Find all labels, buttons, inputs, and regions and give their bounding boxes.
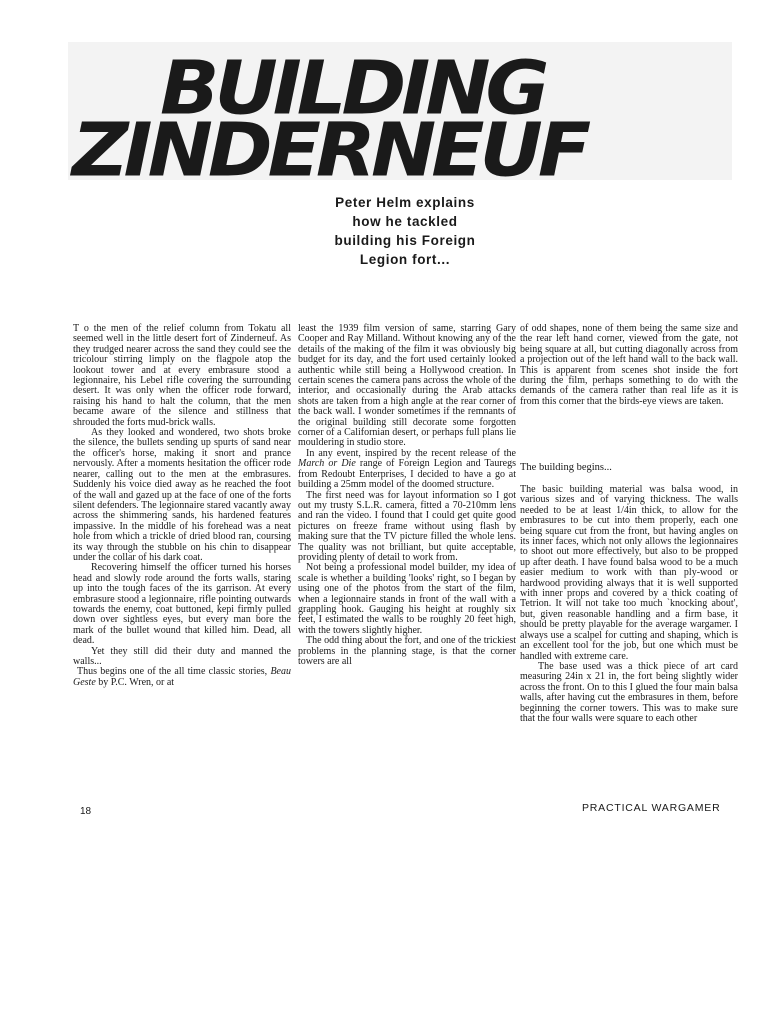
paragraph-text: by P.C. Wren, or at <box>95 676 175 688</box>
text-column-3-continued <box>520 485 738 724</box>
paragraph: Not being a professional model builder, my idea of scale is whether a building 'looks' right, so I began by using one of the photos from the start of the film, when a legionnaire stands in front of the wall with a grappling hook. Gauging his height at roughly six feet, I estimated the walls to be roughly 20 feet high, with the towers slightly higher. <box>298 562 516 636</box>
range-title: March or Die <box>298 458 356 470</box>
standfirst-line: Legion fort... <box>359 252 451 267</box>
title-banner <box>68 42 732 180</box>
paragraph: The first need was for layout information so I got out my trusty S.L.R. camera, fitted a 70-210mm lens and ran the video. I found that I could get quite good pictures on freeze frame without using flash by making sure that the TV picture filled the whole lens. The quality was not brilliant, but quite acceptable, providing plenty of detail to work from. <box>298 489 516 563</box>
title-line-2: ZINDERNEUF <box>72 108 587 180</box>
paragraph <box>73 667 291 688</box>
book-title: Beau Geste <box>73 666 291 688</box>
paragraph: T o the men of the relief column from Tokatu all seemed well in the little desert fort of Zinderneuf. As they trudged nearer across the sand they could see the tricolour stirring limply on the flagpole atop the lookout tower and at every embrasure stood a legionnaire, his Lebel rifle covering the surrounding desert. It was only when the officer rode forward, raising his hand to halt the column, that the men became aware of the silence and stillness that shrouded the forts mud-brick walls. <box>73 323 291 428</box>
paragraph <box>298 449 516 491</box>
paragraph: least the 1939 film version of same, starring Gary Cooper and Ray Milland. Without knowing any of the details of the making of the film it was obviously big budget for its day, and the fort used certainly looked authentic while still being a Hollywood creation. In certain scenes the camera pans across the whole of the interior, and occasionally during the Arab attacks shots are taken from a high angle at the rear corner of the back wall. I wonder sometimes if the remnants of the original building still decorate some forgotten corner of a Californian desert, or perhaps full plans lie mouldering in studio store. <box>298 323 516 449</box>
standfirst-line: building his Foreign <box>334 233 476 248</box>
standfirst-line: how he tackled <box>352 214 458 229</box>
magazine-name: PRACTICAL WARGAMER <box>582 802 721 814</box>
paragraph: of odd shapes, none of them being the same size and the rear left hand corner, viewed from the gate, not being square at all, but cutting diagonally across from a projection out of the left hand wall to the back wall. This is apparent from scenes shot inside the fort during the film, perhaps something to do with the demands of the camera rather than real life as it is from this corner that the birds-eye views are taken. <box>520 323 738 407</box>
paragraph-text: In any event, inspired by the recent release of the <box>306 447 516 459</box>
article-standfirst <box>300 193 510 269</box>
standfirst-line: Peter Helm explains <box>335 195 475 210</box>
paragraph: As they looked and wondered, two shots broke the silence, the bullets sending up spurts of sand near the officer's horse, making it snort and prance nervously. After a moments hesitation the officer rode nearer, calling out to the men at the embrasures. Suddenly his voice died away as he reached the foot of the wall and gazed up at the face of one of the forts silent defenders. The legionnaire stared vacantly away across the shimmering sands, his hardened features impassive. In the middle of his forehead was a neat hole from which a trickle of dried blood ran, coursing its way through the stubble on his chin to disappear under the collar of his dark coat. <box>73 427 291 563</box>
page-number: 18 <box>80 806 92 817</box>
text-column-2 <box>298 324 516 667</box>
text-column-3 <box>520 324 738 407</box>
title-line-1: BUILDING <box>160 46 545 132</box>
paragraph: The basic building material was balsa wood, in various sizes and of varying thickness. The walls needed to be at least 1/4in thick, to allow for the embrasures to be cut into them properly, each one being square cut from the front, but having angles on its inner faces, which not only allows the legionnaires to shoot out more effectively, but also to be propped up after death. I have found balsa wood to be a much easier medium to work with than ply-wood or hardwood providing always that it is well supported with inner props and covered by a thick coating of Tetrion. It will not take too much `knocking about', but, given reasonable handling and a firm base, it should be pretty playable for the average wargamer. I always use a scalpel for cutting and shaping, which is an excellent tool for the job, but one which must be handled with extreme care. <box>520 484 738 662</box>
paragraph-text: Thus begins one of the all time classic stories, <box>77 666 271 678</box>
paragraph-text: range of Foreign Legion and Tauregs from Redoubt Enterprises, I decided to have a go at building a 25mm model of the doomed structure. <box>298 458 516 491</box>
paragraph: The odd thing about the fort, and one of the trickiest problems in the planning stage, is that the corner towers are all <box>298 635 516 667</box>
text-column-1 <box>73 324 291 688</box>
paragraph: Yet they still did their duty and manned the walls... <box>73 645 291 667</box>
section-heading: The building begins... <box>520 462 612 473</box>
paragraph: The base used was a thick piece of art card measuring 24in x 21 in, the fort being slightly wider across the front. On to this I glued the four main balsa walls, after having cut the embrasures in them, before beginning the corner towers. This was to make sure that the four walls were square to each other <box>520 660 738 724</box>
paragraph: Recovering himself the officer turned his horses head and slowly rode around the forts walls, staring up into the tough faces of the its garrison. At every embrasure stood a legionnaire, rifle pointing outwards towards the enemy, coat buttoned, kepi firmly pulled down over sightless eyes, but every man bore the mark of the bullet wound that killed him. Dead, all dead. <box>73 562 291 647</box>
